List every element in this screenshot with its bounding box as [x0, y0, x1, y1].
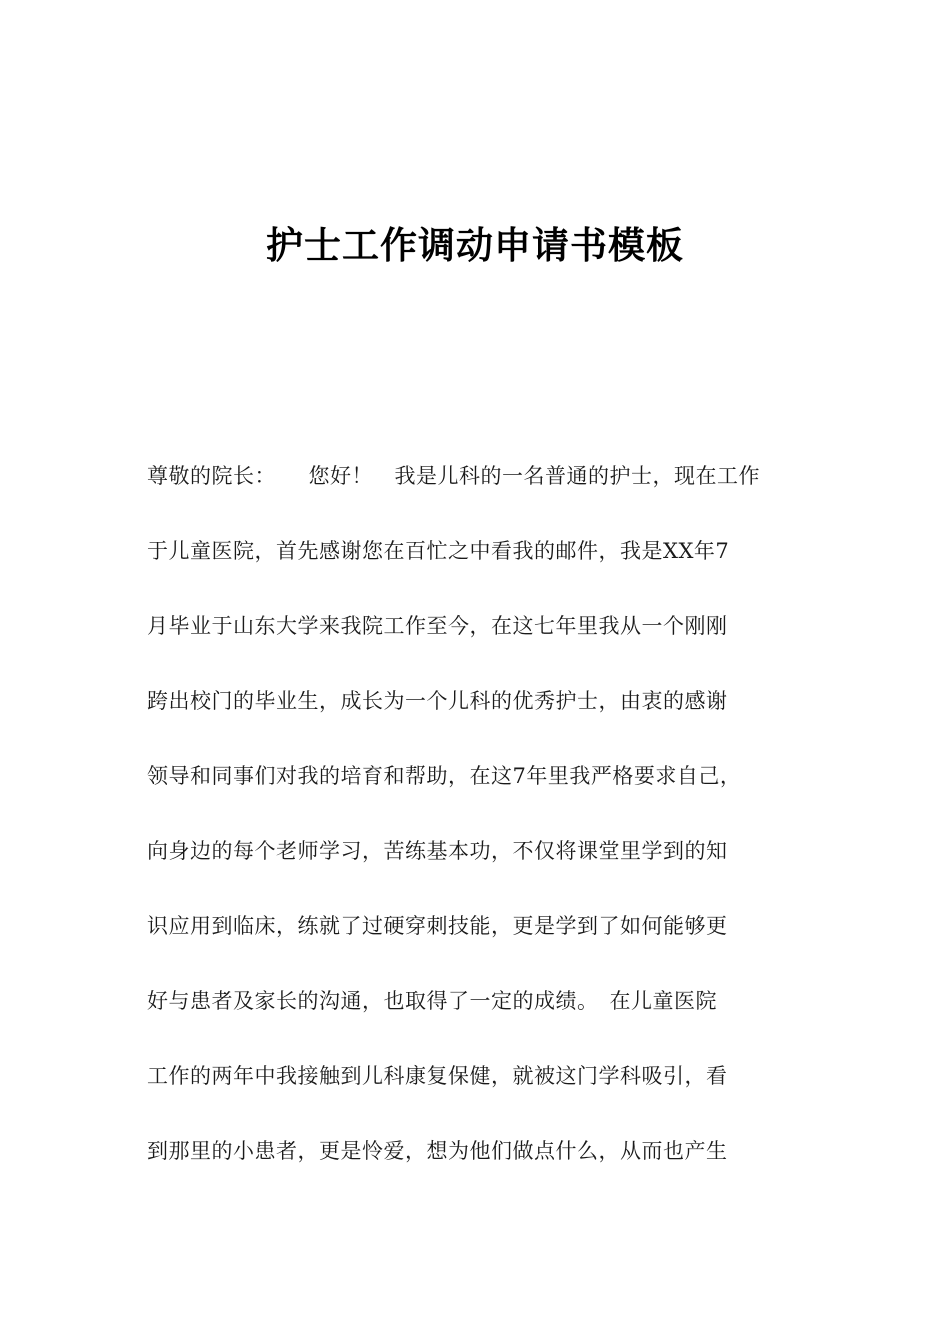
body-line: 向身边的每个老师学习，苦练基本功，不仅将课堂里学到的知	[147, 839, 728, 863]
document-body	[147, 455, 827, 1205]
body-line: 好与患者及家长的沟通，也取得了一定的成绩。 在儿童医院	[147, 989, 717, 1013]
body-line: 于儿童医院，首先感谢您在百忙之中看我的邮件，我是XX年7	[147, 539, 730, 563]
body-line: 月毕业于山东大学来我院工作至今，在这七年里我从一个刚刚	[147, 614, 728, 638]
document-title: 护士工作调动申请书模板	[266, 224, 684, 267]
body-line: 跨出校门的毕业生，成长为一个儿科的优秀护士，由衷的感谢	[147, 689, 728, 713]
body-line: 工作的两年中我接触到儿科康复保健，就被这门学科吸引，看	[147, 1064, 728, 1088]
body-line: 尊敬的院长： 您好！ 我是儿科的一名普通的护士，现在工作	[147, 464, 760, 488]
body-line: 到那里的小患者，更是怜爱，想为他们做点什么，从而也产生	[147, 1139, 728, 1163]
body-line: 领导和同事们对我的培育和帮助，在这7年里我严格要求自己，	[147, 764, 742, 788]
body-line: 识应用到临床，练就了过硬穿刺技能，更是学到了如何能够更	[147, 914, 728, 938]
